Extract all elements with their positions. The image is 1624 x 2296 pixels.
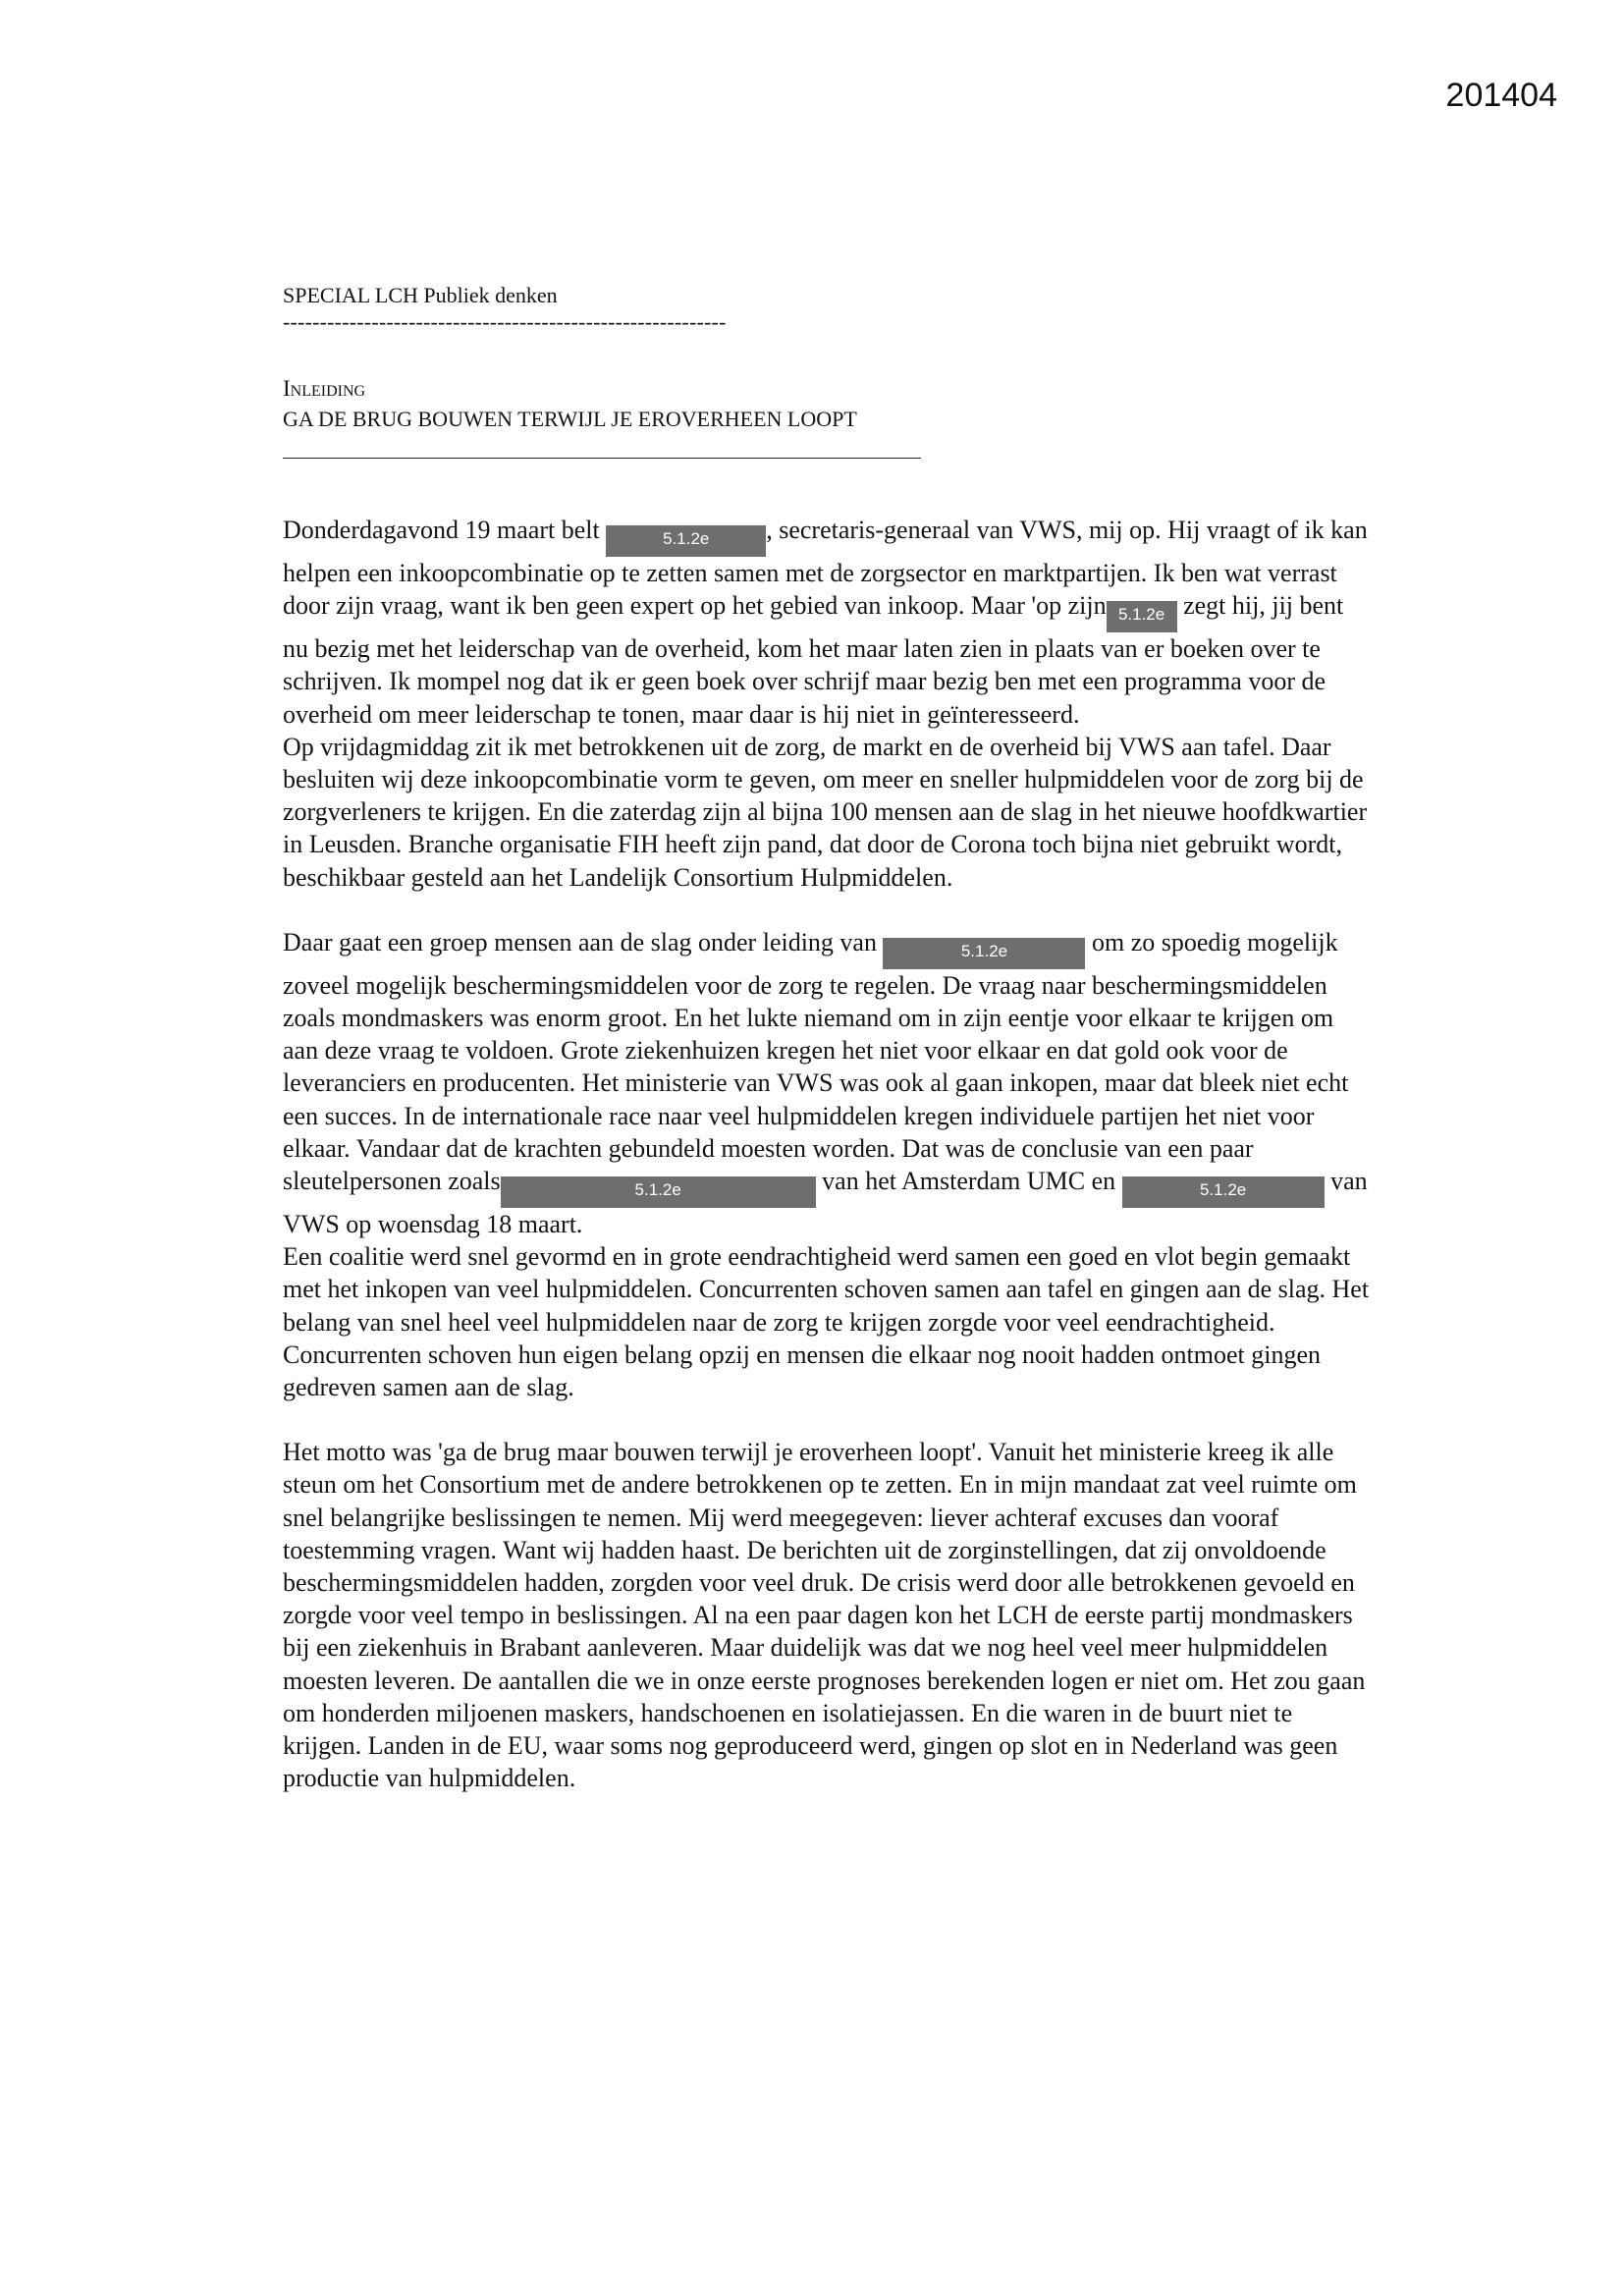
redaction-box: 5.1.2e (501, 1176, 816, 1208)
paragraph-5: Het motto was 'ga de brug maar bouwen terwijl je eroverheen loopt'. Vanuit het ministerie kreeg ik alle steun om het Consortium met de andere betrokkenen op te zetten. En in mijn mandaat zat veel ruimte om snel belangrijke beslissingen te nemen. Mij werd meegegeven: liever achteraf excuses dan vooraf toestemming vragen. Want wij hadden haast. De berichten uit de zorginstellingen, dat zij onvoldoende beschermingsmiddelen hadden, zorgden voor veel druk. De crisis werd door alle betrokkenen gevoeld en zorgde voor veel tempo in beslissingen. Al na een paar dagen kon het LCH de eerste partij mondmaskers bij een ziekenhuis in Brabant aanleveren. Maar duidelijk was dat we nog heel veel meer hulpmiddelen moesten leveren. De aantallen die we in onze eerste prognoses berekenden logen er niet om. Het zou gaan om honderden miljoenen maskers, handschoenen en isolatiejassen. En die waren in de buurt niet te krijgen. Landen in de EU, waar soms nog geproduceerd werd, gingen op slot en in Nederland was geen productie van hulpmiddelen. (283, 1438, 1366, 1793)
section-title: Inleiding (283, 376, 366, 401)
document-header-title: SPECIAL LCH Publiek denken (283, 283, 558, 307)
paragraph-1-text-b: , secretaris-generaal van VWS, mij op. Hij vraagt of ik kan helpen een inkoopcombinatie op te zetten samen met de zorgsector en marktpartijen. Ik ben wat verrast door zijn vraag, want ik ben geen expert op het gebied van inkoop. Maar 'op zijn (283, 516, 1368, 621)
paragraph-3-text-b: om zo spoedig mogelijk zoveel mogelijk beschermingsmiddelen voor de zorg te regelen. De vraag naar beschermingsmiddelen zoals mondmaskers was enorm groot. En het lukte niemand om in zijn eentje voor elkaar te krijgen om aan deze vraag te voldoen. Grote ziekenhuizen kregen het niet voor elkaar en dat gold ook voor de leveranciers en producenten. Het ministerie van VWS was ook al gaan inkopen, maar dat bleek niet echt een succes. In de internationale race naar veel hulpmiddelen kregen individuele partijen het niet voor elkaar. Vandaar dat de krachten gebundeld moesten worden. Dat was de conclusie van een paar sleutelpersonen zoals (283, 927, 1349, 1196)
redaction-box: 5.1.2e (1107, 601, 1177, 632)
section-heading (283, 373, 1373, 459)
heading-underline (283, 458, 921, 459)
article-text (283, 514, 1373, 1795)
paragraph-1-text-c: zegt hij, jij bent nu bezig met het leiderschap van de overheid, kom het maar laten zien in plaats van er boeken over te schrijven. Ik mompel nog dat ik er geen boek over schrijf maar bezig ben met een programma voor de overheid om meer leiderschap te tonen, maar daar is hij niet in geïnteresseerd. (283, 591, 1344, 729)
paragraph-1-text-a: Donderdagavond 19 maart belt (283, 516, 607, 544)
redaction-box: 5.1.2e (606, 525, 766, 557)
paragraph-4: Een coalitie werd snel gevormd en in grote eendrachtigheid werd samen een goed en vlot begin gemaakt met het inkopen van veel hulpmiddelen. Concurrenten schoven samen aan tafel en gingen aan de slag. Het belang van snel heel veel hulpmiddelen naar de zorg te krijgen zorgde voor veel eendrachtigheid. Concurrenten schoven hun eigen belang opzij en mensen die elkaar nog nooit hadden ontmoet gingen gedreven samen aan de slag. (283, 1242, 1370, 1402)
header-dash-line: ------------------------------------------------------------ (283, 309, 727, 334)
paragraph-3 (283, 926, 1373, 1240)
redaction-box: 5.1.2e (1122, 1176, 1325, 1208)
paragraph-1 (283, 514, 1373, 731)
paragraph-3-text-a: Daar gaat een groep mensen aan de slag onder leiding van (283, 927, 884, 957)
document-number: 201404 (1445, 77, 1557, 114)
paragraph-2: Op vrijdagmiddag zit ik met betrokkenen uit de zorg, de markt en de overheid bij VWS aan tafel. Daar besluiten wij deze inkoopcombinatie vorm te geven, om meer en sneller hulpmiddelen voor de zorg bij de zorgverleners te krijgen. En die zaterdag zijn al bijna 100 mensen aan de slag in het nieuwe hoofdkwartier in Leusden. Branche organisatie FIH heeft zijn pand, dat door de Corona toch bijna niet gebruikt wordt, beschikbaar gesteld aan het Landelijk Consortium Hulpmiddelen. (283, 732, 1368, 892)
section-subtitle: GA DE BRUG BOUWEN TERWIJL JE EROVERHEEN LOOPT (283, 407, 857, 431)
paragraph-3-text-d: van VWS op woensdag 18 maart. (283, 1167, 1368, 1239)
document-body (283, 281, 1373, 1795)
paragraph-3-text-c: van het Amsterdam UMC en (815, 1167, 1122, 1196)
redaction-box: 5.1.2e (883, 938, 1085, 969)
